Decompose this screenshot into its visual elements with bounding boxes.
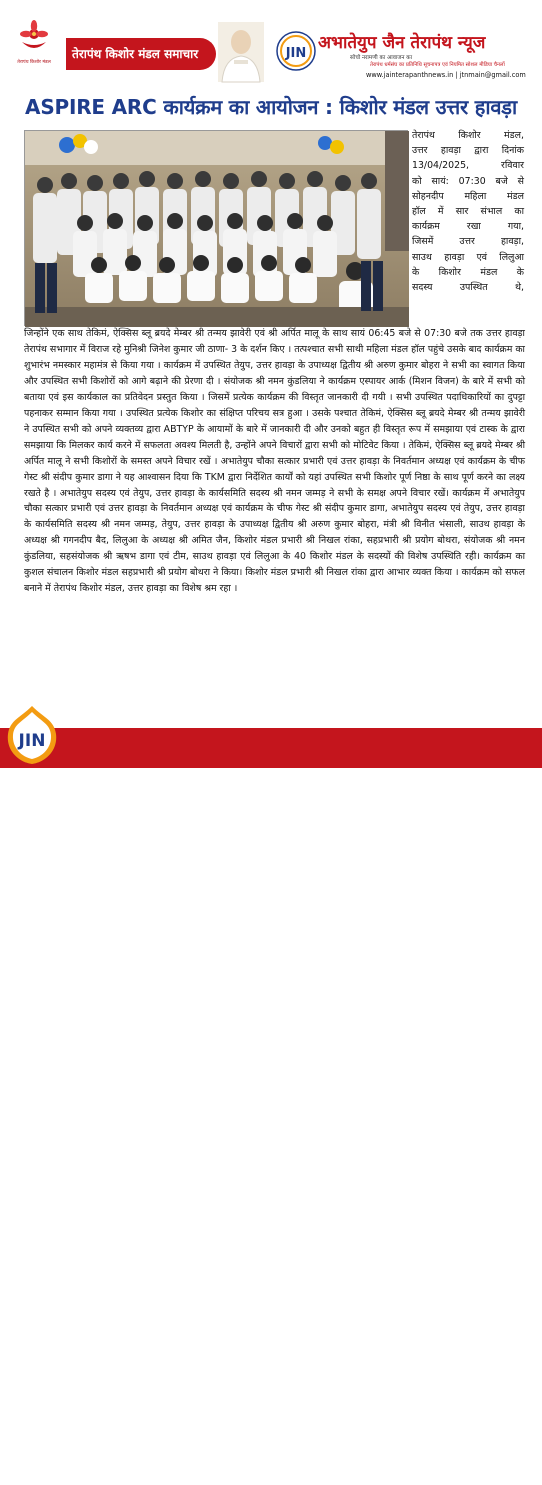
intro-line: तेरापंथ किशोर मंडल, — [412, 130, 524, 141]
intro-line: को सायं: 07:30 बजे से — [412, 175, 524, 187]
footer-credit: प्रस्तुति : अभातेयुप जैन तेरापंथ न्यूज से बिरेंद्र बोहरा, साभार : जितेंद्र सिंघी — [82, 1468, 477, 1484]
jin-footer-logo-icon — [4, 704, 60, 766]
intro-line: जिसमें उत्तर हावड़ा, — [412, 236, 524, 248]
intro-line: साउथ हावड़ा एवं लिलुआ — [412, 251, 524, 263]
kishor-mandal-logo — [4, 20, 64, 78]
banner-label: तेरापंथ किशोर मंडल समाचार — [72, 47, 199, 61]
intro-line: सदस्य उपस्थित थे, — [412, 282, 524, 294]
intro-line: 13/04/2025, रविवार — [412, 160, 524, 172]
acharya-portrait-image — [218, 22, 264, 82]
article-intro-column — [412, 128, 524, 295]
news-section-banner — [66, 38, 216, 70]
article-headline: ASPIRE ARC कार्यक्रम का आयोजन : किशोर मंडल उत्तर हावड़ा — [25, 95, 517, 119]
publication-tagline: सोचो नरामणी का आवाजन का — [350, 55, 413, 61]
intro-line: कार्यक्रम रखा गया, — [412, 221, 524, 233]
footer-bar — [0, 728, 542, 1484]
svg-text:JIN: JIN — [18, 731, 46, 751]
svg-text:JIN: JIN — [285, 46, 307, 61]
contact-info: www.jainterapanthnews.in | jtnmain@gmail.com — [366, 71, 526, 79]
lotus-icon — [16, 20, 52, 56]
masthead — [0, 0, 542, 86]
intro-line: के किशोर मंडल के — [412, 266, 524, 278]
article-body: जिन्होंने एक साथ तेकिमं, ऐक्सिस ब्लू ब्रयदे मेम्बर श्री तन्मय झावेरी एवं श्री अर्पित मालू के साथ सायं 06:45 बजे से 07:30 बजे तक उत्तर हावड़ा तेरापंथ सभागार में विराज रहे मुनिश्री जिनेश कुमार जी ठाणा- 3 के दर्शन किए । तत्पश्चात सभी साथी महिला मंडल हॉल पहुंचे उसके बाद कार्यक्रम का शुभारंभ नमस्कार महामंत्र से किया गया । कार्यक्रम में उपस्थित तेयुप, उत्तर हावड़ा के उपाध्यक्ष द्वितीय श्री अरुण कुमार बोहरा ने सभी का स्वागत किया और उपस्थित सभी किशोरों को आगे बढ़ाने की प्रेरणा दी । संयोजक श्री नमन कुंडलिया ने कार्यक्रम एस्पायर आर्क (मिशन विजन) के बारे में सभी को बताया एवं इस कार्यकाल का प्रतिवेदन प्रस्तुत किया । जिसमें प्रत्येक कार्यक्रम की विस्तृत जानकारी दी गयी । सभी उपस्थित पदाधिकारियों का दुपट्टा पहनाकर सम्मान किया गया । उपस्थित प्रत्येक किशोर का संक्षिप्त परिचय सत्र हुआ । उसके पश्चात तेकिमं, ऐक्सिस ब्लू ब्रयदे मेम्बर श्री तन्मय झावेरी ने उपस्थित सभी को अपने व्यक्तव्य द्वारा ABTYP के आयामों के बारे में जानकारी दी और उनको बहुत ही विस्तृत रूप में समझाया एवं टास्क के द्वारा समझाया कि मिलकर कार्य करने में सफलता अवश्य मिलती है, उन्होंने अपने विचारों द्वारा सभी को मोटिवेट किया । तेकिमं, ऐक्सिस ब्लू ब्रयदे मेम्बर श्री अर्पित मालू ने सभी किशोरों के समस्त अपने विचार रखें । अभातेयुप चौका सत्कार प्रभारी एवं उत्तर हावड़ा के निवर्तमान अध्यक्ष एवं कार्यक्रम के चीफ गेस्ट श्री संदीप कुमार डागा ने यह आश्वासन दिया कि TKM द्वारा निर्देशित कार्यों को यहां उपस्थित सभी किशोर पूर्ण निष्ठा के साथ पूर्ण करने का लक्ष्य रखते है । अभातेयुप सदस्य एवं तेयुप, उत्तर हावड़ा के कार्यसमिति सदस्य श्री नमन जम्मड़ ने सभी के समक्ष अपने विचार रखें। कार्यक्रम में अभातेयुप चौका सत्कार प्रभारी एवं उत्तर हावड़ा के निवर्तमान अध्यक्ष एवं कार्यक्रम के चीफ गेस्ट श्री संदीप कुमार डागा, अभातेयुप सदस्य एवं तेयुप, उत्तर हावड़ा के कार्यसमिति सदस्य श्री नमन जम्मड़, तेयुप, उत्तर हावड़ा के उपाध्यक्ष द्वितीय श्री अरुण कुमार बोहरा, मंत्री श्री विनीत भंसाली, साउथ हावड़ा के अध्यक्ष श्री गगनदीप बैद, लिलुआ के अध्यक्ष श्री अमित जैन, किशोर मंडल प्रभारी श्री निखल रांका, सहप्रभारी श्री प्रयोग बोथरा, संयोजक श्री नमन कुंडलिया, सहसंयोजक श्री ऋषभ डागा एवं टीम, साउथ हावड़ा एवं लिलुआ के 40 किशोर मंडल के सदस्यों की विशेष उपस्थिति रही। कार्यक्रम का कुशल संचालन किशोर मंडल सहप्रभारी श्री प्रयोग बोथरा ने किया। किशोर मंडल प्रभारी श्री निखल रांका द्वारा आभार व्यक्त किया । कार्यक्रम को सफल बनाने में तेरापंथ किशोर मंडल, उत्तर हावड़ा का विशेष श्रम रहा । — [24, 328, 525, 595]
jin-logo-icon — [276, 30, 316, 72]
intro-line: सोहनदीप महिला मंडल — [412, 190, 524, 202]
group-photo — [24, 130, 408, 326]
intro-line: उत्तर हावड़ा द्वारा दिनांक — [412, 145, 524, 157]
org-caption: तेरापंथ किशोर मंडल — [17, 60, 51, 65]
group-photo-image — [25, 131, 409, 327]
intro-line: हॉल में सार संभाल का — [412, 206, 524, 218]
publication-subtagline: तेरापंथ धर्मसंघ का प्रतिनिधि सूचनापत्र एवं नियमित सोशल मीडिया चैनलों — [370, 62, 505, 68]
publication-title: अभातेयुप जैन तेरापंथ न्यूज — [318, 33, 486, 53]
